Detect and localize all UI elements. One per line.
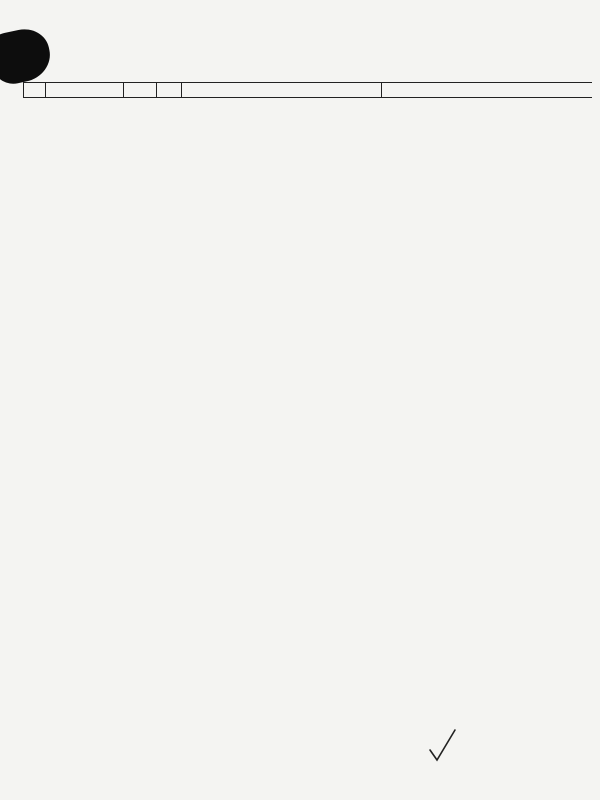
checkmark-icon — [428, 728, 458, 764]
col-consignee — [182, 83, 382, 98]
col-signature — [382, 83, 592, 98]
table-header — [24, 83, 592, 98]
col-pcs — [157, 83, 182, 98]
col-weight — [124, 83, 157, 98]
delivery-table — [23, 82, 592, 98]
col-sno — [24, 83, 46, 98]
redaction-blot — [0, 25, 55, 88]
col-consignment — [46, 83, 124, 98]
